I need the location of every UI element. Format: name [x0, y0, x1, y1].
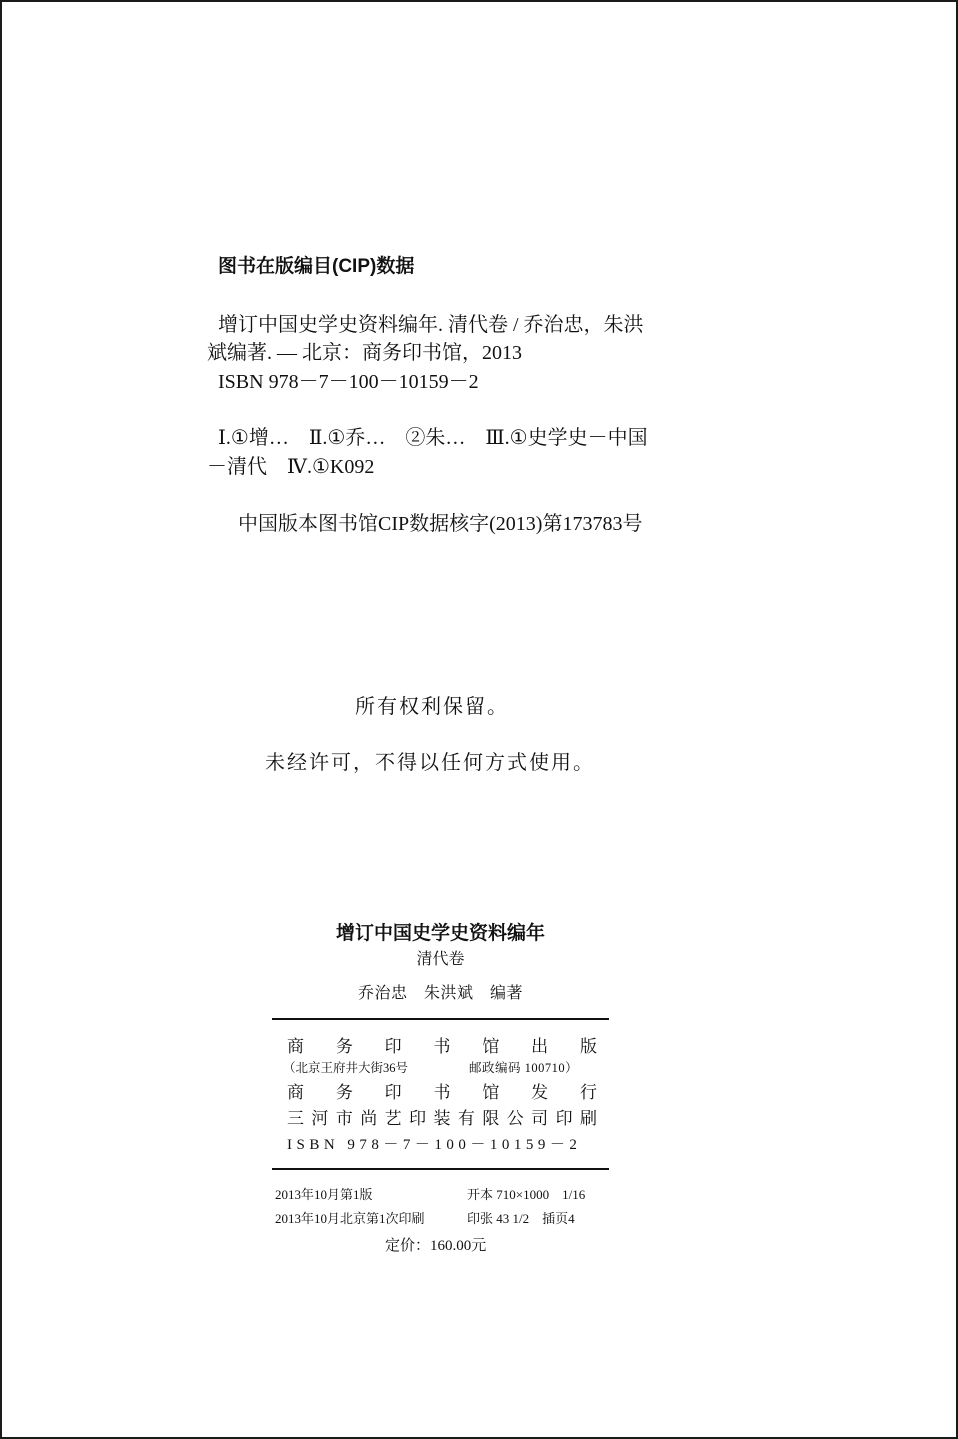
publisher-line: 商务印书馆出版 [287, 1037, 597, 1056]
book-title: 增订中国史学史资料编年 [335, 923, 545, 944]
colophon-rule-bottom [272, 1168, 609, 1170]
edition-info: 2013年10月第1版 [275, 1187, 373, 1202]
cip-subject-line-2: －清代 Ⅳ.①K092 [207, 456, 375, 478]
cip-record-line-2: 斌编著. — 北京：商务印书馆，2013 [207, 342, 522, 364]
cip-record-isbn: ISBN 978－7－100－10159－2 [218, 371, 479, 393]
book-authors: 乔治忠 朱洪斌 编著 [357, 985, 523, 1002]
cip-subject-line-1: Ⅰ.①增… Ⅱ.①乔… ②朱… Ⅲ.①史学史－中国 [218, 427, 648, 449]
printer-line: 三河市尚艺印装有限公司印刷 [287, 1109, 597, 1128]
cip-number: 中国版本图书馆CIP数据核字(2013)第173783号 [238, 513, 643, 535]
publisher-postcode: 邮政编码 100710） [469, 1061, 579, 1075]
rights-reserved: 所有权利保留。 [355, 696, 509, 718]
sheets-info: 印张 43 1/2 插页4 [467, 1211, 575, 1226]
distributor-line: 商务印书馆发行 [287, 1083, 597, 1102]
rights-usage-notice: 未经许可，不得以任何方式使用。 [265, 752, 595, 774]
cip-heading: 图书在版编目(CIP)数据 [218, 256, 415, 277]
price: 定价：160.00元 [385, 1238, 487, 1254]
colophon-rule-top [272, 1018, 609, 1020]
colophon-isbn: ISBN 978－7－100－10159－2 [287, 1137, 582, 1153]
printing-info: 2013年10月北京第1次印刷 [275, 1211, 425, 1226]
book-subtitle: 清代卷 [416, 951, 465, 968]
format-info: 开本 710×1000 1/16 [467, 1187, 586, 1202]
publisher-address: （北京王府井大街36号 [283, 1061, 409, 1075]
cip-record-line-1: 增订中国史学史资料编年. 清代卷 / 乔治忠，朱洪 [218, 314, 644, 336]
